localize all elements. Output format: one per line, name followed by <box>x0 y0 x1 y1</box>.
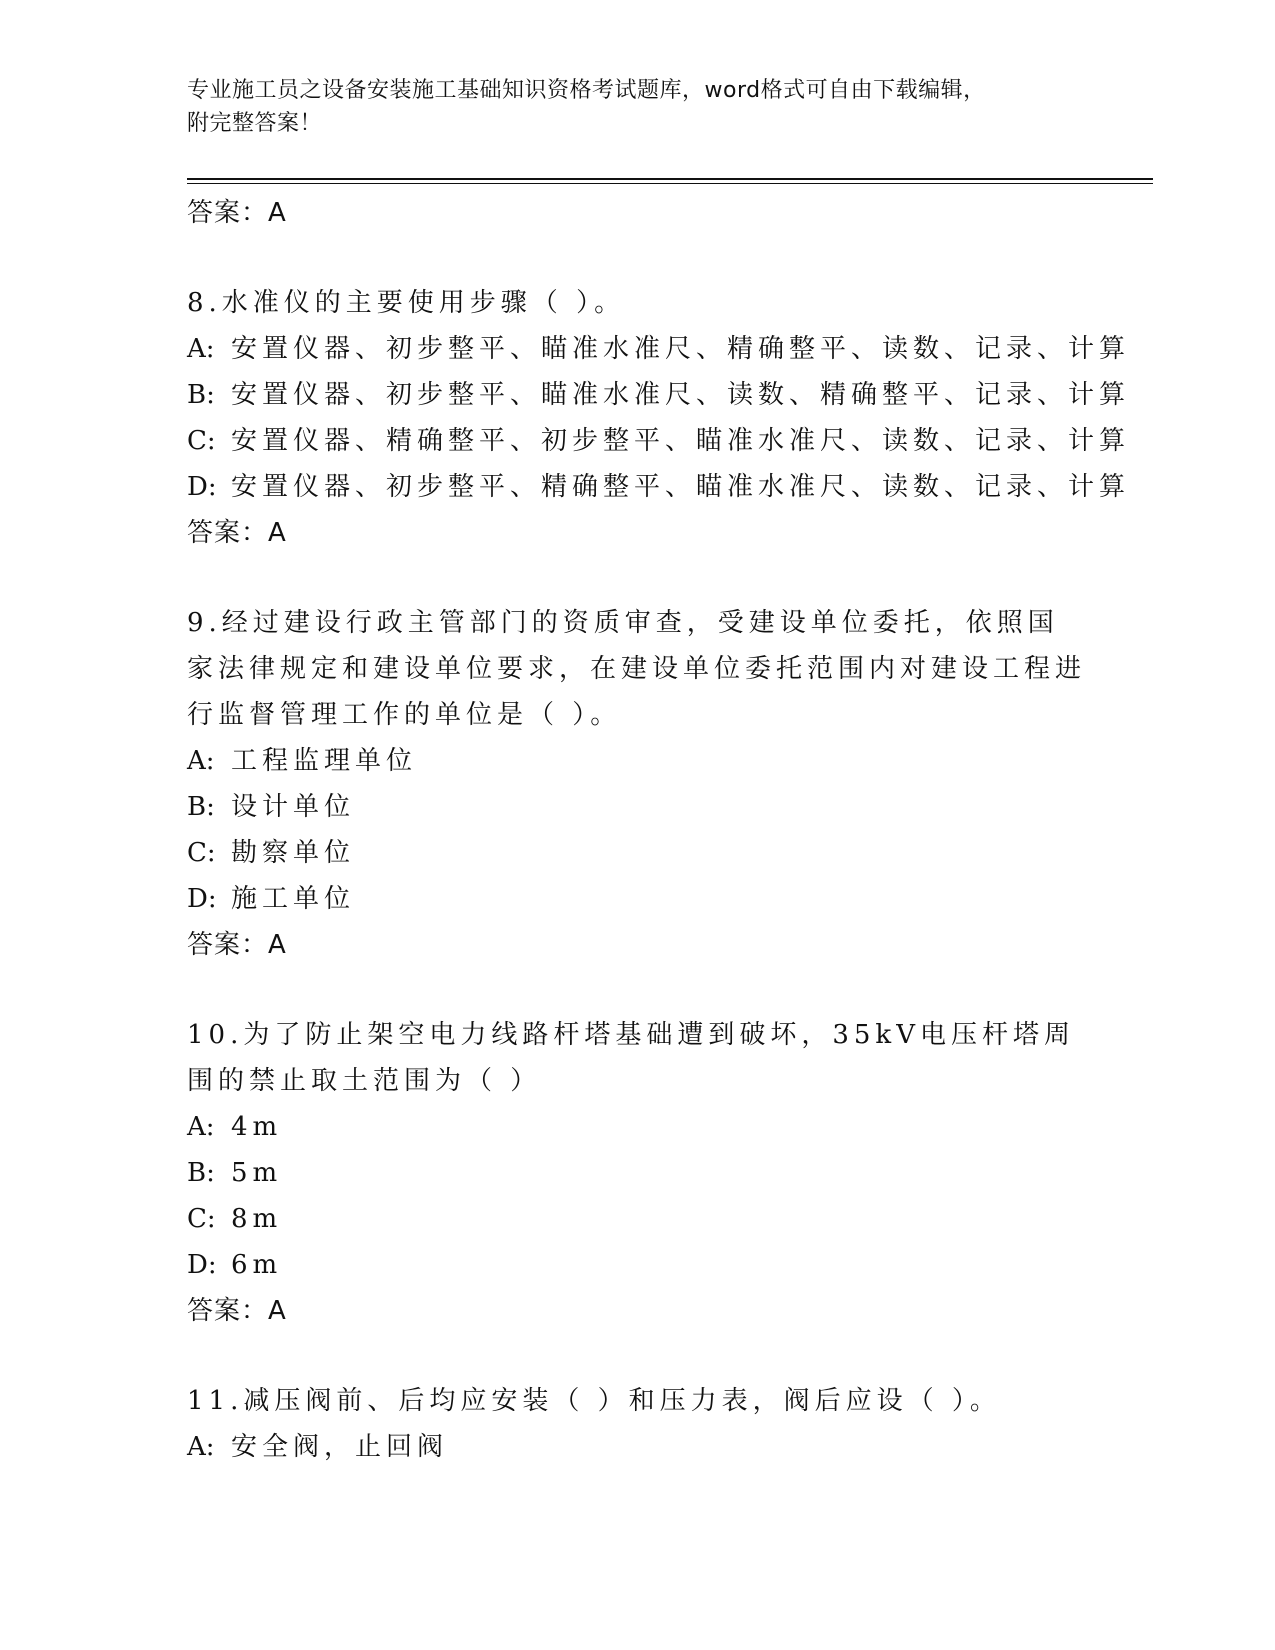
question-stem: 9.经过建设行政主管部门的资质审查，受建设单位委托，依照国家法律规定和建设单位要求，在建设单位委托范围内对建设工程进行监督管理工作的单位是（ ）。 <box>187 608 1087 730</box>
answer-line: 答案：A <box>187 930 287 960</box>
option-d <box>187 876 1087 922</box>
question-stem: 8.水准仪的主要使用步骤（ ）。 <box>187 288 626 318</box>
option-a <box>187 326 1131 372</box>
option-text: 8m <box>231 1204 283 1234</box>
option-text: 安置仪器、初步整平、瞄准水准尺、读数、精确整平、记录、计算 <box>231 380 1131 410</box>
option-c <box>187 418 1131 464</box>
question-8 <box>187 280 1131 556</box>
option-text: 安置仪器、初步整平、瞄准水准尺、精确整平、读数、记录、计算 <box>231 334 1131 364</box>
option-c <box>187 830 1087 876</box>
option-letter: C: <box>187 838 216 868</box>
option-letter: D: <box>187 884 217 914</box>
answer-line: 答案：A <box>187 518 287 548</box>
question-10 <box>187 1012 1087 1334</box>
option-b <box>187 784 1087 830</box>
document-header <box>187 74 1087 140</box>
header-line-2: 附完整答案！ <box>187 111 323 136</box>
question-stem: 11.减压阀前、后均应安装（ ）和压力表，阀后应设（ ）。 <box>187 1386 1001 1416</box>
option-text: 工程监理单位 <box>231 746 418 776</box>
option-letter: A: <box>187 1432 215 1462</box>
option-letter: B: <box>187 1158 215 1188</box>
option-b <box>187 372 1131 418</box>
option-text: 安置仪器、精确整平、初步整平、瞄准水准尺、读数、记录、计算 <box>231 426 1131 456</box>
option-letter: B: <box>187 380 215 410</box>
option-letter: B: <box>187 792 215 822</box>
option-letter: C: <box>187 1204 216 1234</box>
option-letter: C: <box>187 426 216 456</box>
option-text: 设计单位 <box>231 792 356 822</box>
option-text: 5m <box>231 1158 283 1188</box>
option-letter: A: <box>187 1112 215 1142</box>
header-line-1: 专业施工员之设备安装施工基础知识资格考试题库，word格式可自由下载编辑， <box>187 78 986 103</box>
question-list <box>187 186 1131 1470</box>
answer-line: 答案：A <box>187 1296 287 1326</box>
option-a <box>187 1424 1087 1470</box>
option-text: 安置仪器、初步整平、精确整平、瞄准水准尺、读数、记录、计算 <box>231 472 1131 502</box>
header-divider <box>187 178 1153 180</box>
option-text: 勘察单位 <box>231 838 356 868</box>
answer-line: 答案：A <box>187 198 287 228</box>
option-letter: A: <box>187 334 215 364</box>
option-b <box>187 1150 1087 1196</box>
option-d <box>187 1242 1087 1288</box>
option-text: 6m <box>231 1250 283 1280</box>
option-letter: A: <box>187 746 215 776</box>
option-text: 安全阀，止回阀 <box>231 1432 449 1462</box>
option-text: 4m <box>231 1112 283 1142</box>
option-a <box>187 738 1087 784</box>
option-text: 施工单位 <box>231 884 356 914</box>
option-c <box>187 1196 1087 1242</box>
option-letter: D: <box>187 1250 217 1280</box>
header-divider-thin <box>187 183 1153 184</box>
option-a <box>187 1104 1087 1150</box>
option-letter: D: <box>187 472 217 502</box>
option-d <box>187 464 1131 510</box>
question-stem: 10.为了防止架空电力线路杆塔基础遭到破坏，35kV电压杆塔周围的禁止取土范围为（ ） <box>187 1020 1075 1096</box>
question-9 <box>187 600 1087 968</box>
question-11 <box>187 1378 1087 1470</box>
